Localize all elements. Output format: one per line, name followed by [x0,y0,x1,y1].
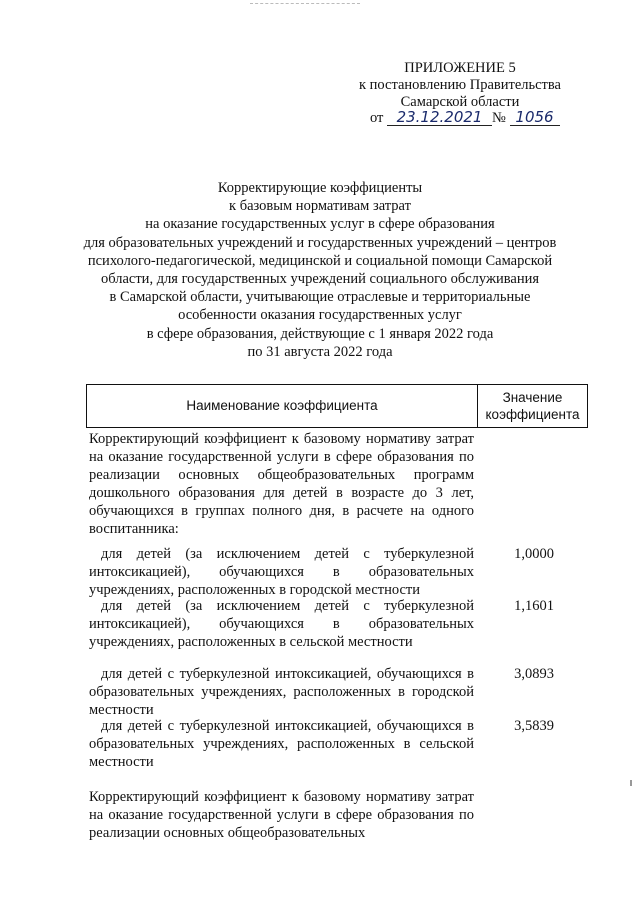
scan-mark [630,780,632,786]
title-line: по 31 августа 2022 года [247,343,393,360]
annex-line-2: Самарской области [400,94,520,110]
number-handwritten: 1056 [510,110,560,126]
annex-header [340,60,580,111]
column-header-value-line1: Значение [502,390,563,405]
column-header-value-line2: коэффициента [485,407,580,422]
title-line: для образовательных учреждений и государственных учреждений – центров [83,234,557,251]
row-description: Корректирующий коэффициент к базовому нормативу затрат на оказание государственной услуги в сфере образования по реализации основных общеобразовательных программ дошкольного образования для детей в возрасте до 3 лет, обучающихся в группах полного дня, в расчете на одного воспитанника: [89,431,474,538]
coefficients-table-header [86,384,588,428]
number-prefix: № [492,110,506,126]
title-line: на оказание государственных услуг в сфере образования [145,216,495,233]
annex-title: ПРИЛОЖЕНИЕ 5 [404,60,516,76]
column-header-value [478,389,587,423]
date-handwritten: 23.12.2021 [387,110,492,126]
row-description: для детей (за исключением детей с туберкулезной интоксикацией), обучающихся в образовательных учреждениях, расположенных в городской местности [89,546,474,599]
annex-line-1: к постановлению Правительства [359,77,561,93]
row-value: 3,5839 [514,718,554,734]
title-line: Корректирующие коэффициенты [217,180,423,196]
title-line: области, для государственных учреждений социального обслуживания [100,271,540,288]
annex-date-number [370,110,560,127]
title-line: в Самарской области, учитывающие отраслевые и территориальные [109,289,531,306]
row-description: для детей с туберкулезной интоксикацией, обучающихся в образовательных учреждениях, расположенных в сельской местности [89,718,474,771]
row-value: 1,1601 [514,598,554,614]
row-description: для детей (за исключением детей с туберкулезной интоксикацией), обучающихся в образовательных учреждениях, расположенных в сельской местности [89,598,474,651]
document-title [60,179,580,361]
scan-top-edge [250,3,360,4]
column-header-name: Наименование коэффициента [186,398,378,413]
row-description: Корректирующий коэффициент к базовому нормативу затрат на оказание государственной услуги в сфере образования по реализации основных общеобразовательных [89,789,474,842]
row-description: для детей с туберкулезной интоксикацией, обучающихся в образовательных учреждениях, расположенных в городской местности [89,666,474,719]
row-value: 3,0893 [514,666,554,682]
title-line: к базовым нормативам затрат [229,198,411,215]
title-line: психолого-педагогической, медицинской и социальной помощи Самарской [87,252,553,269]
row-value: 1,0000 [514,546,554,562]
date-prefix: от [370,110,384,126]
title-line: в сфере образования, действующие с 1 января 2022 года [146,325,494,342]
title-line: особенности оказания государственных услуг [178,307,462,324]
